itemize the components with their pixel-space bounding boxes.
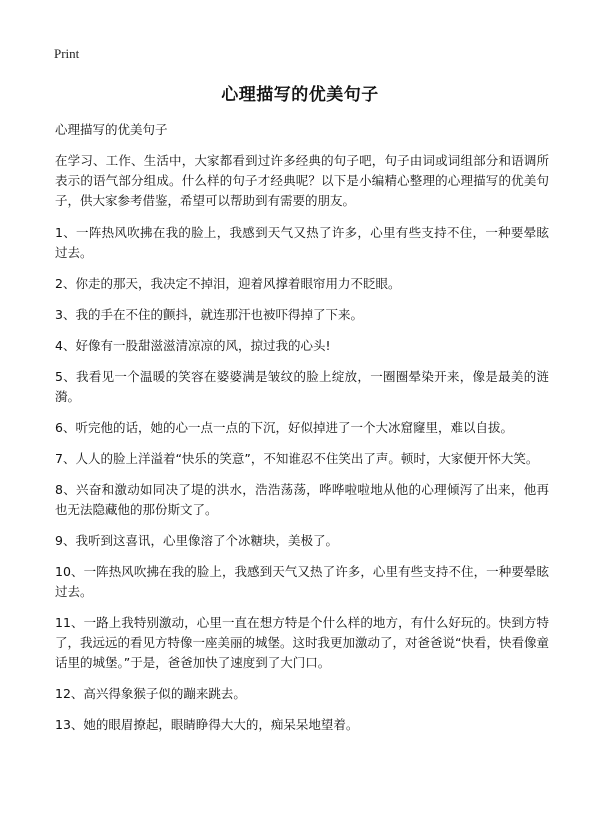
list-item: 12、高兴得象猴子似的蹦来跳去。 bbox=[55, 686, 246, 701]
article-subtitle: 心理描写的优美句子 bbox=[55, 122, 168, 137]
list-item: 10、一阵热风吹拂在我的脸上，我感到天气又热了许多，心里有些支持不住，一种要晕眩过去。 bbox=[55, 564, 549, 599]
list-item: 6、听完他的话，她的心一点一点的下沉，好似掉进了一个大冰窟窿里，难以自拔。 bbox=[55, 420, 513, 435]
intro-paragraph: 在学习、工作、生活中，大家都看到过许多经典的句子吧，句子由词或词组部分和语调所表示的语气部分组成。什么样的句子才经典呢？以下是小编精心整理的心理描写的优美句子，供大家参考借鉴，希望可以帮助到有需要的朋友。 bbox=[55, 153, 549, 208]
list-item: 5、我看见一个温暖的笑容在婆婆满是皱纹的脸上绽放，一圈圈晕染开来，像是最美的涟漪。 bbox=[55, 369, 549, 404]
article-body bbox=[55, 121, 549, 746]
list-item: 13、她的眼眉撩起，眼睛睁得大大的，痴呆呆地望着。 bbox=[55, 717, 359, 732]
print-link[interactable]: Print bbox=[54, 46, 80, 61]
list-item: 9、我听到这喜讯，心里像溶了个冰糖块，美极了。 bbox=[55, 533, 338, 548]
list-item: 7、人人的脸上洋溢着“快乐的笑意”，不知谁忍不住笑出了声。顿时，大家便开怀大笑。 bbox=[55, 451, 539, 466]
list-item: 11、一路上我特别激动，心里一直在想方特是个什么样的地方，有什么好玩的。快到方特了，我远远的看见方特像一座美丽的城堡。这时我更加激动了，对爸爸说“快看，快看像童话里的城堡。”于是，爸爸加快了速度到了大门口。 bbox=[55, 615, 549, 670]
list-item: 1、一阵热风吹拂在我的脸上，我感到天气又热了许多，心里有些支持不住，一种要晕眩过去。 bbox=[55, 225, 549, 260]
list-item: 2、你走的那天，我决定不掉泪，迎着风撑着眼帘用力不眨眼。 bbox=[55, 276, 401, 291]
list-item: 3、我的手在不住的颤抖，就连那汗也被吓得掉了下来。 bbox=[55, 307, 363, 322]
list-item: 4、好像有一股甜滋滋清凉凉的风，掠过我的心头! bbox=[55, 338, 331, 353]
page-title: 心理描写的优美句子 bbox=[221, 85, 379, 105]
list-item: 8、兴奋和激动如同决了堤的洪水，浩浩荡荡，哗哗啦啦地从他的心理倾泻了出来，他再也无法隐藏他的那份斯文了。 bbox=[55, 482, 549, 517]
